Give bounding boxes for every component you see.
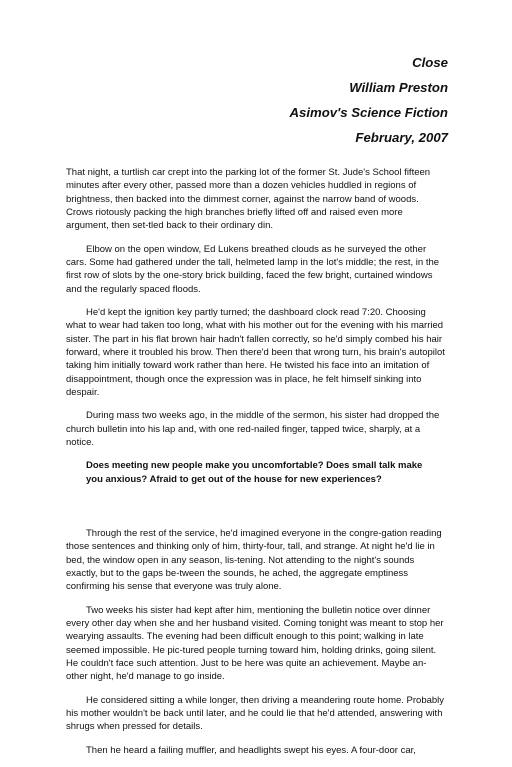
paragraph-6: Two weeks his sister had kept after him, mentioning the bulletin notice over dinner every other day when she and her husband visited. Coming tonight was meant to stop her wearying assaults. The evening had been difficult enough to this point; walking in late seemed impossible. He pic-tured people turning toward him, holding drinks, going silent. He couldn't face such attention. Just to be here was quite an achievement. Maybe an-other night, he'd manage to go inside. (66, 604, 444, 683)
story-author: William Preston (349, 80, 448, 95)
paragraph-3: He'd kept the ignition key partly turned; the dashboard clock read 7:20. Choosing what to wear had taken too long, what with his mother out for the evening with his married sister. The part in his flat brown hair hadn't fallen correctly, so he'd simply combed his hair forward, where it troubled his brow. Then there'd been that wrong turn, his brain's autopilot taking him initially toward work rather than here. He twisted his face into an imitation of disappointment, though once the expression was in place, he felt himself sinking into despair. (66, 307, 445, 398)
story-header (289, 50, 448, 150)
story-body (66, 166, 448, 767)
paragraph-2: Elbow on the open window, Ed Lukens breathed clouds as he surveyed the other cars. Some had gathered under the tall, helmeted lamp in the lot's middle; the rest, in the first row of slots by the one-story brick building, faced the few bright, curtained windows and the regularly spaced floods. (66, 243, 440, 295)
paragraph-1: That night, a turtlish car crept into the parking lot of the former St. Jude's School fifteen minutes after every other, passed more than a dozen vehicles huddled in regions of brightness, then backed into the dimmest corner, against the narrow band of woods. Crows riotously packing the high branches briefly lifted off and raised even more argument, then set-tled back to their ordinary din. (66, 167, 431, 232)
publication-name: Asimov's Science Fiction (289, 105, 448, 120)
story-title: Close (412, 55, 448, 70)
paragraph-7: He considered sitting a while longer, then driving a meandering route home. Probably his mother wouldn't be back until later, and he could lie that he'd attended, answering with shrugs when pressed for details. (66, 694, 445, 733)
paragraph-5: Through the rest of the service, he'd imagined everyone in the congre-gation reading those sentences and thinking only of him, thirty-four, tall, and strange. At night he'd lie in bed, the window open in any season, lis-tening. Not attending to the night's sounds exactly, but to the gaps be-tween the sounds, he ached, the aggregate emptiness confirming his sense that everyone was truly alone. (66, 527, 442, 593)
publication-date: February, 2007 (355, 130, 448, 145)
bulletin-notice-quote: Does meeting new people make you uncomfortable? Does small talk make you anxious? Afraid to get out of the house for new experiences? (86, 460, 423, 485)
paragraph-8: Then he heard a failing muffler, and headlights swept his eyes. A four-door car, (86, 744, 416, 756)
paragraph-4: During mass two weeks ago, in the middle of the sermon, his sister had dropped the church bulletin into his lap and, with one red-nailed finger, tapped twice, sharply, at a notice. (66, 410, 440, 448)
